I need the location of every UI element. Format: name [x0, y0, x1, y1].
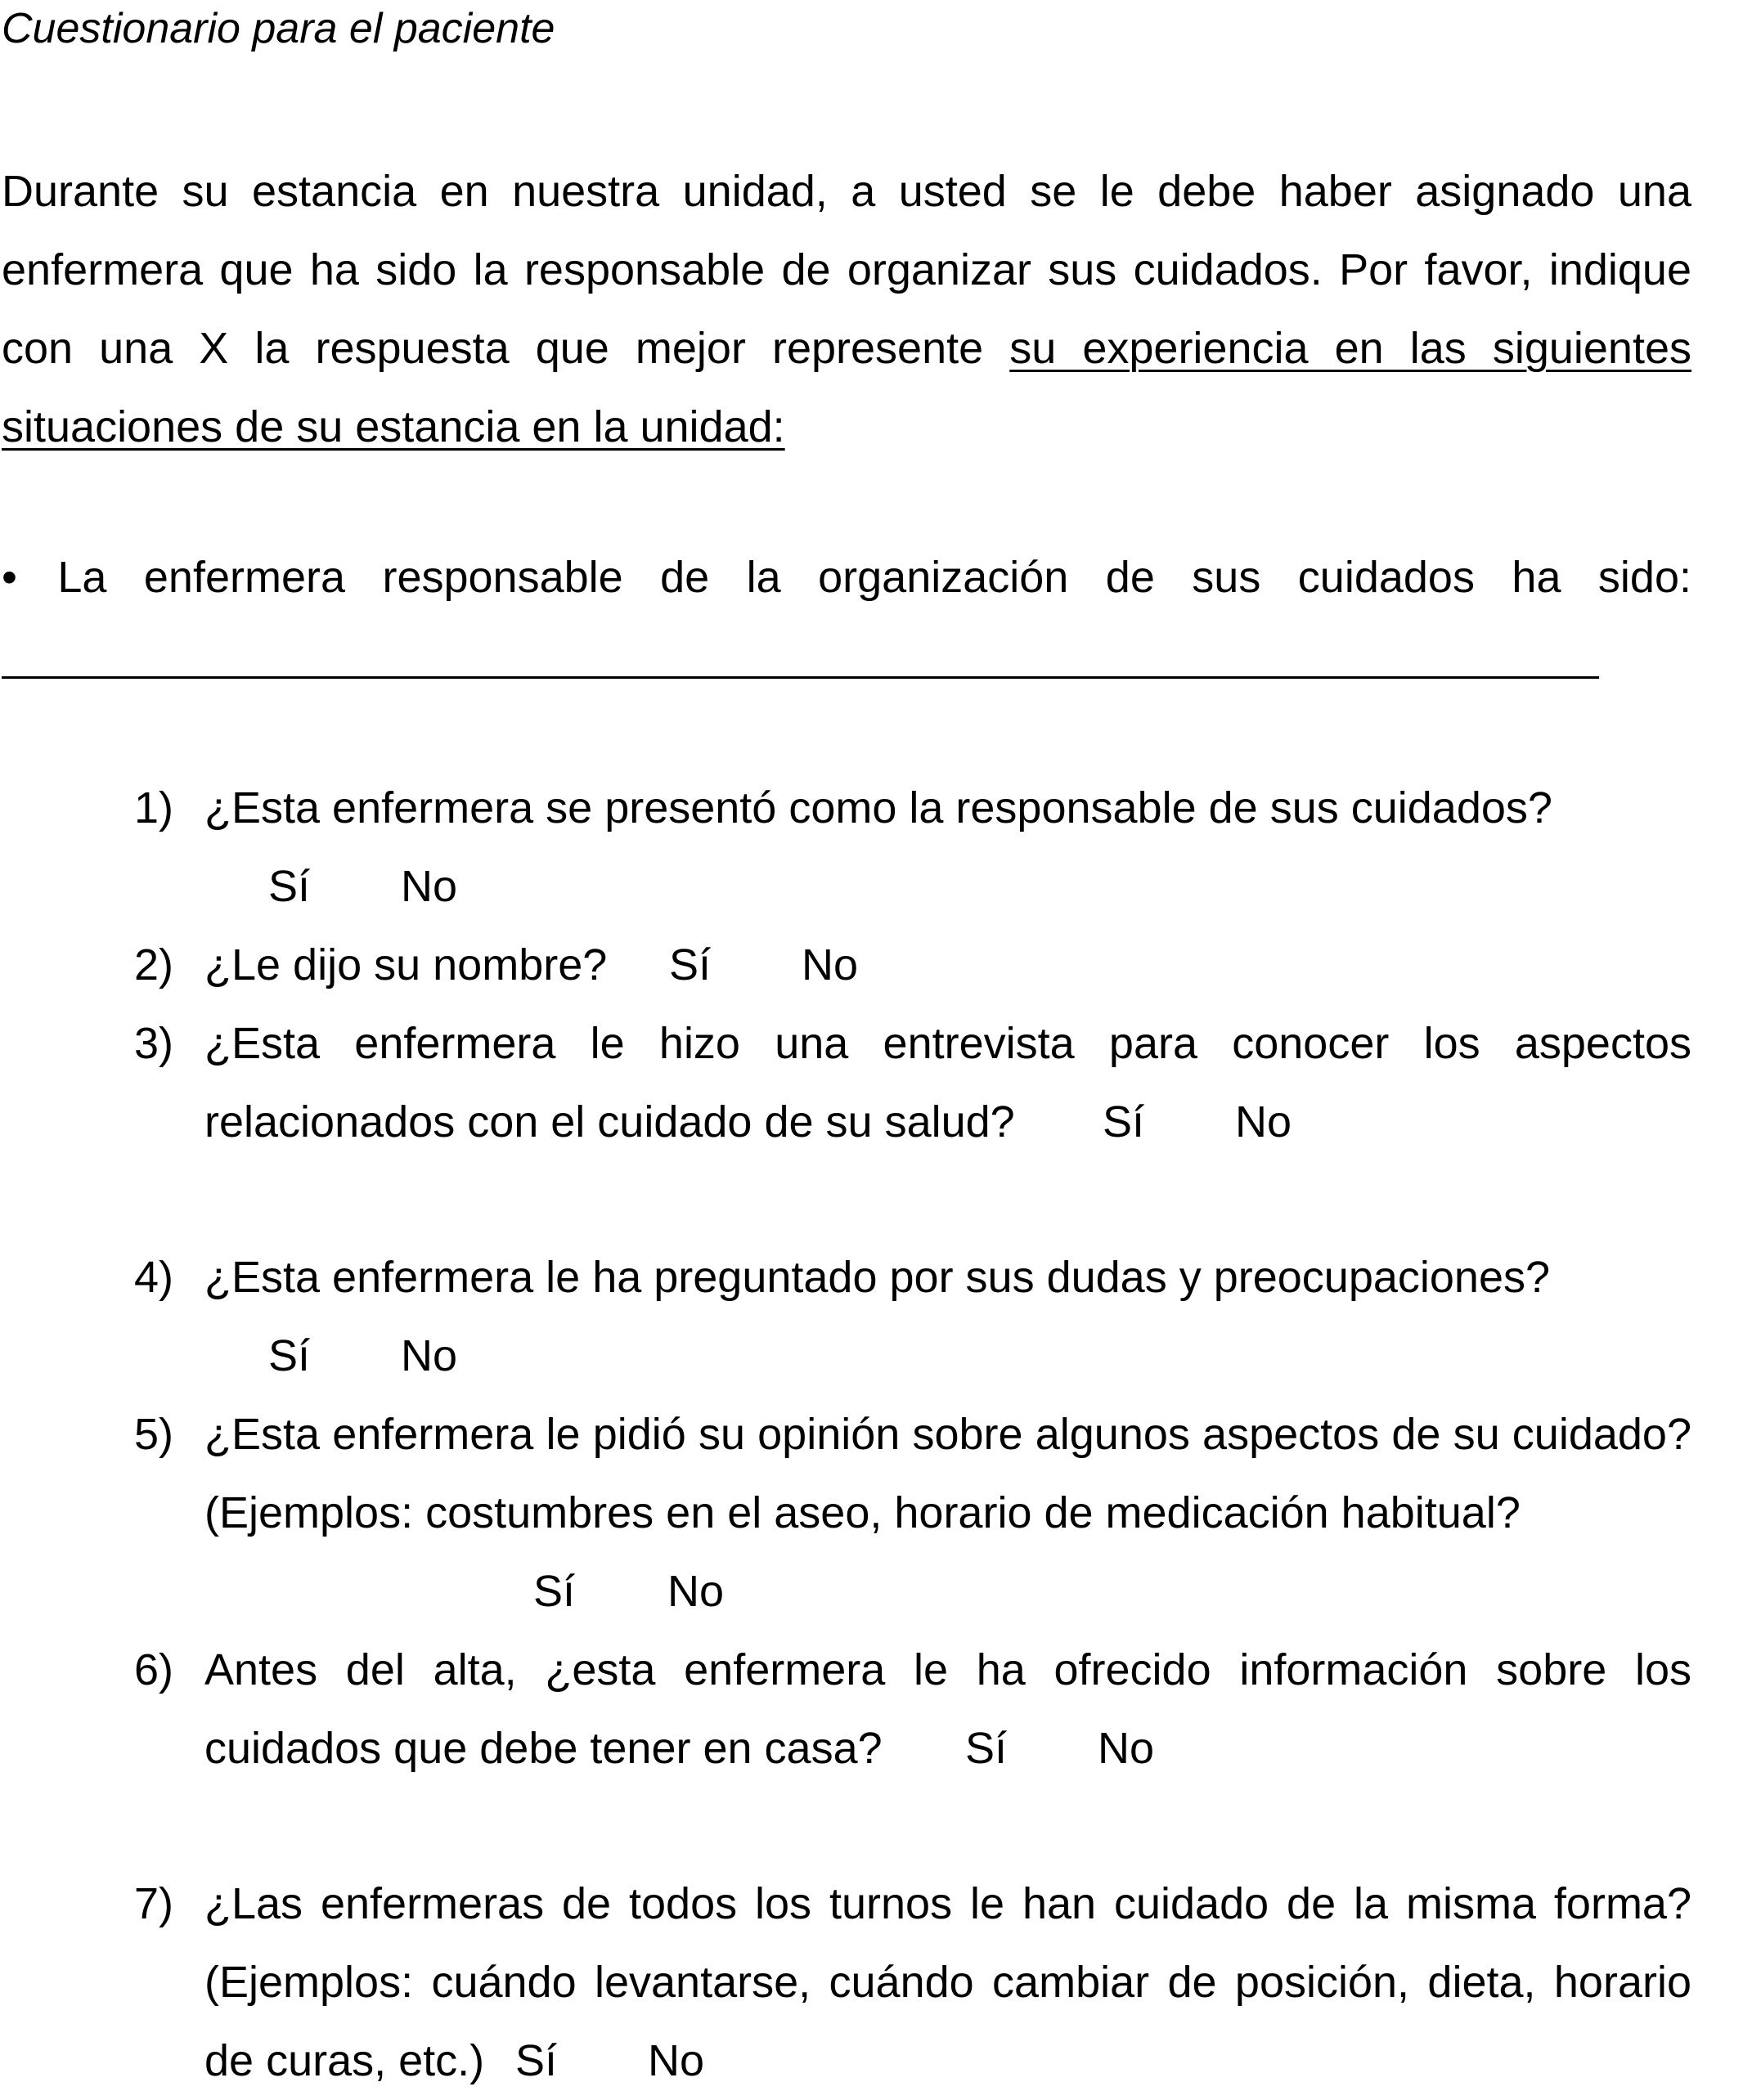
answer-options [268, 847, 457, 926]
answer-no[interactable]: No [667, 1567, 725, 1616]
question-text: ¿Esta enfermera se presentó como la responsable de sus cuidados? [204, 783, 1552, 832]
bullet-text: La enfermera responsable de la organización de sus cuidados ha sido: [57, 553, 1691, 602]
question-text-content: Antes del alta, ¿esta enfermera le ha ofrecido información sobre los cuidados que debe tener en casa? [204, 1645, 1691, 1773]
question-text: ¿Esta enfermera le ha preguntado por sus dudas y preocupaciones? [204, 1253, 1551, 1302]
page-title: Cuestionario para el paciente [2, 5, 555, 52]
responsible-nurse-bullet [2, 538, 1691, 617]
bullet-line [2, 538, 1691, 617]
answer-yes[interactable]: Sí [268, 862, 311, 911]
question-number: 7) [134, 1879, 174, 1928]
question-text-content: ¿Las enfermeras de todos los turnos le han cuidado de la misma forma? (Ejemplos: cuándo levantarse, cuándo cambiar de posición, dieta, horario de curas, etc.) [204, 1879, 1691, 2085]
answer-no[interactable]: No [401, 1331, 458, 1380]
answer-yes[interactable]: Sí [515, 2036, 558, 2085]
question-number: 1) [134, 783, 174, 832]
answer-options [515, 2021, 704, 2100]
answer-yes[interactable]: Sí [533, 1567, 576, 1616]
question-7 [0, 1864, 1761, 2090]
answer-yes[interactable]: Sí [965, 1724, 1008, 1773]
answer-options [669, 926, 858, 1004]
question-1 [0, 769, 1761, 932]
answer-yes[interactable]: Sí [669, 940, 712, 989]
question-4 [0, 1238, 1761, 1402]
answer-no[interactable]: No [648, 2036, 705, 2085]
question-number: 6) [134, 1645, 174, 1694]
answer-options [965, 1709, 1154, 1788]
question-6 [0, 1631, 1761, 1794]
question-number: 5) [134, 1410, 174, 1459]
nurse-name-blank[interactable] [2, 676, 1599, 679]
question-2 [0, 926, 1761, 1007]
bullet-icon: • [2, 553, 17, 602]
question-3 [0, 1004, 1761, 1168]
question-text [204, 1395, 1691, 1631]
answer-options [1103, 1083, 1292, 1161]
question-number: 2) [134, 940, 174, 989]
question-text [204, 1004, 1691, 1161]
intro-underlined-text: su experiencia en las siguientes situaciones de su estancia en la unidad: [2, 324, 1692, 451]
question-text-content: ¿Esta enfermera le pidió su opinión sobre algunos aspectos de su cuidado? (Ejemplos: costumbres en el aseo, horario de medicación habitual? [204, 1410, 1691, 1537]
answer-no[interactable]: No [1235, 1097, 1292, 1146]
intro-text: Durante su estancia en nuestra unidad, a usted se le debe haber asignado una enfermera que ha sido la responsable de organizar sus cuidados. Por favor, indique con una X la respuesta que mejor represente [2, 167, 1691, 373]
question-text: ¿Le dijo su nombre? [204, 940, 608, 989]
question-text [204, 1631, 1691, 1788]
answer-no[interactable]: No [401, 862, 458, 911]
question-number: 3) [134, 1019, 174, 1068]
answer-options [268, 1317, 457, 1395]
answer-no[interactable]: No [1098, 1724, 1155, 1773]
question-text-content: ¿Esta enfermera le hizo una entrevista para conocer los aspectos relacionados con el cuidado de su salud? [204, 1019, 1691, 1146]
question-5 [0, 1395, 1761, 1632]
answer-yes[interactable]: Sí [1103, 1097, 1145, 1146]
question-text [204, 1864, 1691, 2100]
answer-options [533, 1552, 724, 1631]
intro-paragraph [2, 152, 1691, 466]
question-number: 4) [134, 1253, 174, 1302]
answer-yes[interactable]: Sí [268, 1331, 311, 1380]
answer-no[interactable]: No [802, 940, 859, 989]
